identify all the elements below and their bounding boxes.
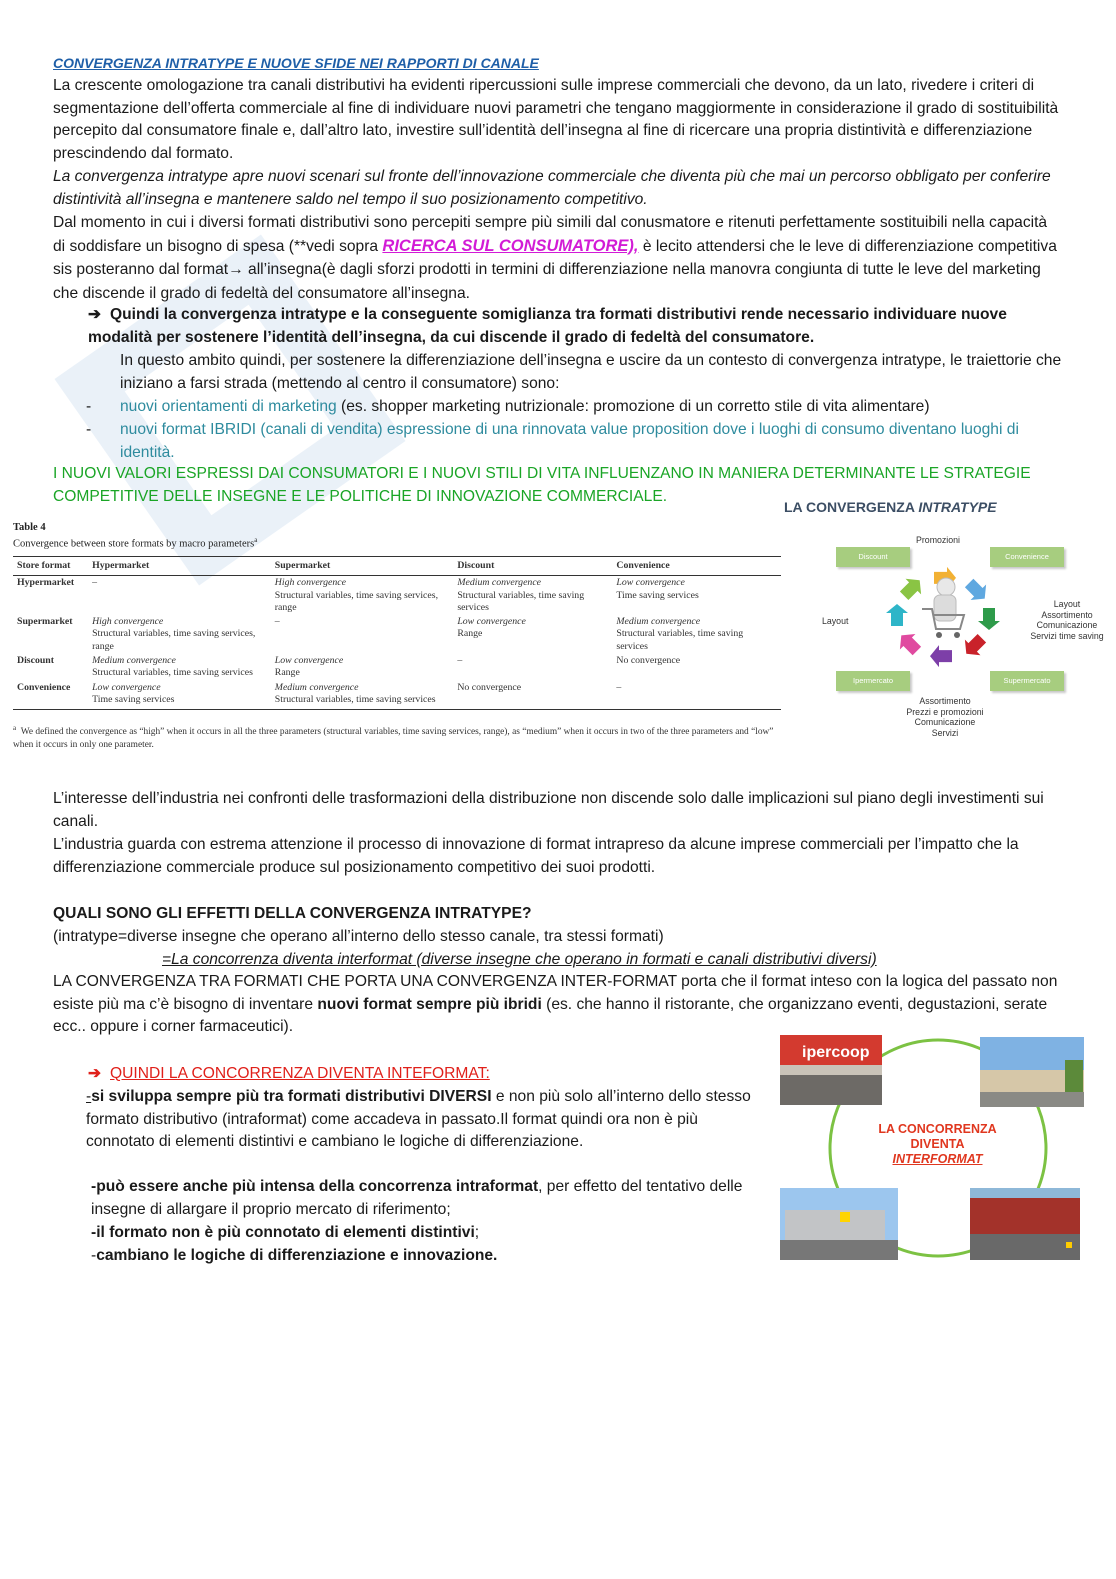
label-right-group — [1022, 599, 1112, 641]
cell-level: Low convergence — [274, 655, 344, 667]
cell-level: High convergence — [92, 616, 164, 628]
paragraph-format-text-c: all’insegna(è dagli sforzi prodotti in termini di differenziazione nella manovra congiunta di tutte le leve del marketing che discende il grado di fedeltà del consumatore all’insegna. — [53, 261, 1041, 302]
dash: - — [86, 398, 92, 415]
paragraph-format — [53, 211, 1063, 305]
table-note-sup: a — [13, 724, 17, 732]
table-caption-sup: a — [254, 536, 258, 544]
arrow-icon: → — [228, 261, 244, 278]
table-cell — [271, 654, 454, 681]
bullet-convergence — [88, 304, 1063, 349]
table-row — [13, 615, 781, 654]
table-header-4: Convenience — [612, 557, 781, 576]
convergence-diagram — [784, 495, 1110, 745]
table-caption-text: Convergence between store formats by macro parameters — [13, 538, 255, 550]
table-cell — [453, 681, 612, 710]
cycle-arrow-icon — [959, 630, 990, 661]
table-cell — [88, 681, 271, 710]
table-row-header: Discount — [17, 655, 55, 667]
table-header-0: Store format — [13, 557, 88, 576]
table-cell — [271, 576, 454, 615]
bold-arrow-icon: ➔ — [88, 306, 102, 323]
ring-title — [870, 1122, 1005, 1167]
label-bottom-3: Comunicazione — [914, 717, 976, 727]
interformat-definition: =La concorrenza diventa interformat (diverse insegne che operano in formati e canali distributivi diversi) — [162, 951, 877, 968]
cell-level: High convergence — [274, 577, 346, 589]
table-note-text: We defined the convergence as “high” when it occurs in all the three parameters (structural variables, time saving services, range), as “medium” when it occurs in two of the three parameters and “low” when it occurs in only one parameter. — [13, 727, 774, 750]
cell-level: – — [274, 616, 280, 628]
table-cell — [88, 576, 271, 615]
table-row — [13, 576, 781, 615]
bullet-intensa-bold: -può essere anche più intensa della concorrenza intraformat — [91, 1178, 539, 1195]
table-cell — [453, 615, 612, 654]
bullet-formato-text: ; — [474, 1224, 480, 1241]
label-bottom-2: Prezzi e promozioni — [906, 706, 984, 717]
item-marketing-highlight: nuovi orientamenti di marketing — [120, 398, 337, 415]
ring-title-line-1: LA CONCORRENZA — [878, 1122, 997, 1136]
table-caption — [13, 521, 257, 551]
table-row-header: Hypermarket — [17, 577, 75, 589]
label-layout-left: Layout — [822, 616, 849, 626]
arrow-cycle-graphic — [878, 565, 1008, 670]
cycle-arrow-icon — [930, 645, 952, 667]
item-hybrid-highlight: nuovi format IBRIDI (canali di vendita) espressione di una rinnovata value proposition dove i luoghi di consumo diventano luoghi di identità. — [120, 421, 1019, 461]
cell-level: Medium convergence — [457, 577, 542, 589]
label-bottom-1: Assortimento — [919, 696, 971, 706]
cell-level: Medium convergence — [616, 616, 701, 628]
dash: - — [91, 1247, 97, 1264]
dash: - — [86, 421, 92, 438]
cell-level: – — [616, 681, 622, 693]
table-cell — [453, 576, 612, 615]
cell-detail: Structural variables, time saving services, range — [274, 589, 439, 613]
red-arrow-icon: ➔ — [88, 1065, 102, 1082]
consumer-research-link[interactable]: RICERCA SUL CONSUMATORE), — [382, 236, 639, 255]
shopping-cart-icon — [922, 578, 964, 638]
label-right-4: Servizi time saving — [1030, 630, 1104, 641]
table-header-3: Discount — [453, 557, 612, 576]
list-item-marketing — [86, 396, 1063, 419]
bullet-diversi-text: e non più solo all’interno dello stesso formato distributivo (intraformat) come accadeva in passato.Il format quindi ora non è più connotato di elementi distintivi e cambiano le logiche di differenziazione. — [86, 1088, 751, 1151]
paragraph-italic: La convergenza intratype apre nuovi scenari sul fronte dell’innovazione commerciale che diventa più che mai un percorso obbligato per conferire distintività all’insegna e mantenere saldo nel tempo il suo posizionamento competitivo. — [53, 168, 1051, 208]
cell-detail: Time saving services — [616, 589, 699, 601]
cell-level: Low convergence — [616, 577, 685, 589]
cell-detail: Structural variables, time saving services — [92, 667, 253, 679]
interformat-bold: nuovi format sempre più ibridi — [317, 995, 542, 1013]
bullet-formato — [91, 1222, 756, 1245]
box-convenience: Convenience — [990, 547, 1064, 567]
cell-level: – — [92, 577, 98, 589]
cell-detail: Structural variables, time saving services, range — [92, 628, 256, 652]
label-right-2: Assortimento — [1041, 609, 1093, 620]
cell-detail: Range — [457, 628, 483, 640]
label-promozioni: Promozioni — [916, 535, 961, 545]
table-cell — [612, 615, 781, 654]
table-footnote — [13, 722, 783, 751]
bullet-context: In questo ambito quindi, per sostenere la differenziazione dell’insegna e uscire da un contesto di convergenza intratype, le traiettorie che iniziano a farsi strada (mettendo al centro il consumatore) sono: — [120, 352, 1062, 392]
cell-level: Medium convergence — [274, 681, 359, 693]
label-right-3: Comunicazione — [1036, 620, 1098, 630]
cell-detail: Time saving services — [92, 693, 175, 705]
bullet-formato-bold: -il formato non è più connotato di elementi distintivi — [91, 1224, 475, 1241]
ring-title-line-3: INTERFORMAT — [892, 1152, 983, 1166]
table-row-header: Convenience — [13, 681, 88, 710]
table-header-2: Supermarket — [271, 557, 454, 576]
table-cell — [271, 681, 454, 710]
cell-detail: Range — [274, 667, 300, 679]
cycle-arrow-icon — [886, 604, 908, 626]
interformat-text-a: LA CONVERGENZA TRA FORMATI CHE PORTA UNA CONVERGENZA INTER-FORMAT porta che il format inteso con la logica del passato non esiste più ma c’è bisogno di inventare — [53, 973, 1058, 1013]
label-bottom-group — [895, 696, 995, 738]
cell-level: No convergence — [457, 681, 522, 693]
section-title: CONVERGENZA INTRATYPE E NUOVE SFIDE NEI RAPPORTI DI CANALE — [53, 55, 539, 71]
table-cell — [612, 576, 781, 615]
red-heading-line — [88, 1063, 748, 1086]
table-cell — [88, 615, 271, 654]
paragraph-format-text-b: è lecito attendersi che le leve di differenziazione competitiva sis posteranno dal format — [53, 237, 1057, 278]
box-supermercato: Supermercato — [990, 671, 1064, 691]
store-photo-bottom-right — [970, 1188, 1080, 1260]
table-cell — [612, 681, 781, 710]
bullet-bold-text: Quindi la convergenza intratype e la conseguente somiglianza tra formati distributivi rende necessario individuare nuove modalità per sostenere l’identità dell’insegna, da cui discende il grado di fedeltà del consumatore. — [88, 306, 1007, 346]
interformat-text-b: (es. che hanno il ristorante, che organizzano eventi, degustazioni, serate ecc.. oppure i corner farmaceutici). — [53, 995, 1048, 1036]
green-statement: I NUOVI VALORI ESPRESSI DAI CONSUMATORI E I NUOVI STILI DI VITA INFLUENZANO IN MANIERA DETERMINANTE LE STRATEGIE COMPETITIVE DELLE INSEGNE E LE POLITICHE DI INNOVAZIONE COMMERCIALE. — [53, 465, 1031, 505]
cell-level: No convergence — [616, 655, 681, 667]
table-cell — [271, 615, 454, 654]
effects-heading: QUALI SONO GLI EFFETTI DELLA CONVERGENZA INTRATYPE? — [53, 905, 532, 922]
diagram-title-a: LA CONVERGENZA — [784, 499, 919, 515]
paragraph-interformat — [53, 971, 1063, 1039]
red-heading: QUINDI LA CONCORRENZA DIVENTA INTEFORMAT: — [110, 1065, 490, 1082]
bullet-logiche-bold: cambiano le logiche di differenziazione e innovazione. — [96, 1247, 498, 1264]
cell-level: Low convergence — [457, 616, 526, 628]
cycle-arrow-icon — [961, 575, 992, 606]
box-discount: Discount — [836, 547, 910, 567]
label-bottom-4: Servizi — [931, 727, 959, 738]
bullet-diversi — [86, 1086, 751, 1154]
cell-level: – — [457, 655, 463, 667]
diagram-title — [784, 499, 997, 515]
table-row — [13, 654, 781, 681]
convergence-table — [13, 556, 781, 710]
box-ipermercato: Ipermercato — [836, 671, 910, 691]
table-row — [13, 681, 781, 710]
cell-level: Medium convergence — [92, 655, 176, 667]
bullet-intensa-text: , per effetto del tentativo delle insegne di allargare il proprio mercato di riferimento; — [91, 1178, 743, 1218]
table-row-header: Supermarket — [17, 616, 73, 628]
table-cell — [88, 654, 271, 681]
paragraph-intro: La crescente omologazione tra canali distributivi ha evidenti ripercussioni sulle imprese commerciali che devono, da un lato, rivedere i criteri di segmentazione dell’offerta commerciale al fine di individuare nuovi parametri che tengano maggiormente in considerazione il grado di sostituibilità percepito dal consumatore finale e, dall’altro lato, investire sull’identità dell’insegna al fine di ricercare una propria distintività e differenziazione prescindendo dal formato. — [53, 77, 1059, 163]
ipercoop-sign: ipercoop — [802, 1044, 870, 1061]
table-label: Table 4 — [13, 522, 46, 533]
table-cell — [612, 654, 781, 681]
item-marketing-text: (es. shopper marketing nutrizionale: promozione di un corretto stile di vita alimentare) — [336, 398, 930, 415]
diagram-title-b: INTRATYPE — [918, 499, 997, 515]
interformat-graphic — [780, 1030, 1100, 1265]
paragraph-format-text-a: Dal momento in cui i diversi formati distributivi sono percepiti sempre più simili dal conusmatore e ritenuti perfettamente sostituibili nella capacità di soddisfare un bisogno di spesa (**vedi sopra — [53, 214, 1048, 255]
cycle-arrow-icon — [978, 608, 1000, 630]
cell-level: Low convergence — [92, 681, 161, 693]
table-header-1: Hypermarket — [88, 557, 271, 576]
cycle-arrow-icon — [896, 572, 927, 603]
cell-detail: Structural variables, time saving services — [457, 589, 585, 613]
paragraph-industry-2: L’industria guarda con estrema attenzione il processo di innovazione di format intrapreso da alcune imprese commerciali per l’impatto che la differenziazione commerciale produce sul posizionamento competitivo dei suoi prodotti. — [53, 836, 1019, 876]
ring-title-line-2: DIVENTA — [910, 1137, 965, 1151]
list-item-hybrid — [86, 419, 1063, 464]
table-cell — [453, 654, 612, 681]
intratype-definition: (intratype=diverse insegne che operano all’interno dello stesso canale, tra stessi formati) — [53, 928, 664, 945]
cycle-arrow-icon — [894, 628, 925, 659]
store-photo-top-right — [980, 1037, 1084, 1107]
dash: - — [86, 1088, 92, 1105]
bullet-intensa — [91, 1176, 756, 1221]
cell-detail: Structural variables, time saving services — [274, 693, 436, 705]
paragraph-industry-1: L’interesse dell’industria nei confronti delle trasformazioni della distribuzione non discende solo dalle implicazioni sul piano degli investimenti sui canali. — [53, 790, 1044, 830]
store-photo-ipercoop — [780, 1035, 882, 1105]
cell-detail: Structural variables, time saving services — [616, 628, 744, 652]
bullet-diversi-bold: si sviluppa sempre più tra formati distributivi DIVERSI — [91, 1088, 492, 1105]
store-photo-bottom-left — [780, 1188, 898, 1260]
bullet-logiche — [91, 1245, 756, 1268]
label-right-1: Layout — [1053, 599, 1081, 609]
